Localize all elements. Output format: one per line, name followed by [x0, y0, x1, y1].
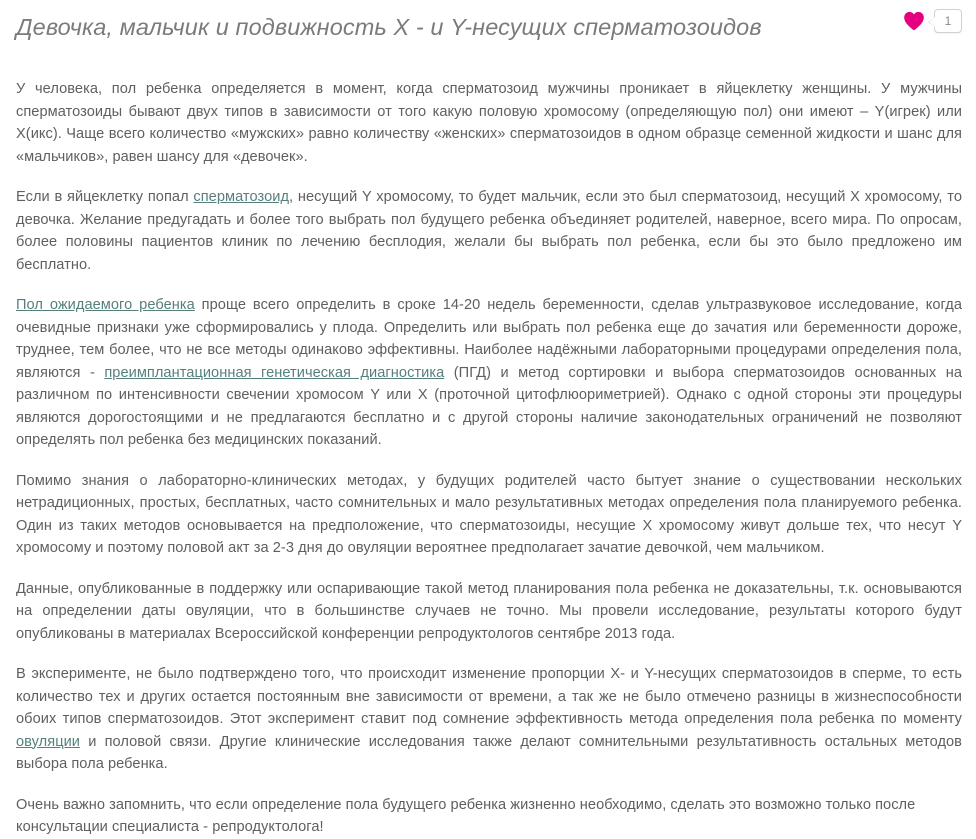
paragraph-3: [16, 294, 962, 452]
article-body: [0, 78, 976, 839]
text-run-p6-0: В эксперименте, не было подтверждено того, что происходит изменение пропорции X- и Y-несущих сперматозоидов в сперме, то есть количество тех и других остается постоянным вне зависимости от времени, а так же не было отмечено разницы в жизнеспособности обоих типов сперматозоидов. Этот эксперимент ставит под сомнение эффективность метода определения пола ребенка по моменту: [16, 666, 962, 727]
inline-link-p2-1[interactable]: сперматозоид: [193, 189, 290, 205]
like-widget[interactable]: [903, 9, 962, 33]
inline-link-p3-2[interactable]: преимплантационная генетическая диагностика: [104, 364, 445, 381]
paragraph-7: [16, 794, 962, 839]
text-run-p5-0: Данные, опубликованные в поддержку или оспаривающие такой метод планирования пола ребенка не доказательны, т.к. основываются на определении даты овуляции, что в большинстве случаев не точно. Мы провели исследование, результаты которого будут опубликованы в материалах Всероссийской конференции репродуктологов сентябре 2013 года.: [16, 580, 962, 642]
paragraph-5: [16, 578, 962, 646]
page-header: [0, 0, 976, 78]
page-title: Девочка, мальчик и подвижность X - и Y-несущих сперматозоидов: [16, 14, 762, 40]
text-run-p3-1: проще всего определить в сроке 14-20 недель беременности, сделав ультразвуковое исследование, когда очевидные признаки уже сформировались у плода. Определить или выбрать пол ребенка еще до зачатия или беременности дороже, труднее, тем более, что не все методы одинаково эффективны. Наиболее надёжными лабораторными процедурами определения пола, являются -: [16, 297, 963, 381]
heart-icon[interactable]: [903, 11, 925, 31]
paragraph-2: [16, 186, 962, 276]
text-run-p2-2: , несущий Y хромосому, то будет мальчик, если это был сперматозоид, несущий X хромосому, то девочка. Желание предугадать и более того выбрать пол будущего ребенка объединяет родителей, наверное, всего мира. По опросам, более половины пациентов клиник по лечению бесплодия, желали бы выбрать пол ребенка, если бы это было предложено им бесплатно.: [16, 189, 962, 273]
like-count-badge[interactable]: 1: [934, 9, 962, 33]
text-run-p7-0: Очень важно запомнить, что если определение пола будущего ребенка жизненно необходимо, сделать это возможно только после консультации специалиста - репродуктолога!: [16, 796, 916, 835]
text-run-p1-0: У человека, пол ребенка определяется в момент, когда сперматозоид мужчины проникает в яйцеклетку женщины. У мужчины сперматозоиды бывают двух типов в зависимости от того какую половую хромосому (определяющую пол) они имеют – Y(игрек) или X(икс). Чаще всего количество «мужских» равно количеству «женских» сперматозоидов в одном образце семенной жидкости и шанс для «мальчиков», равен шансу для «девочек».: [16, 81, 962, 165]
text-run-p4-0: Помимо знания о лабораторно-клинических методах, у будущих родителей часто бытует знание о существовании нескольких нетрадиционных, простых, бесплатных, часто сомнительных и мало результативных методах определения пола планируемого ребенка. Один из таких методов основывается на предположение, что сперматозоиды, несущие X хромосому живут дольше тех, что несут Y хромосому и поэтому половой акт за 2-3 дня до овуляции вероятнее предполагает зачатие девочкой, чем мальчиком.: [16, 472, 962, 556]
paragraph-1: [16, 78, 962, 168]
paragraph-4: [16, 470, 962, 560]
inline-link-p6-1[interactable]: овуляции: [16, 733, 81, 750]
paragraph-6: [16, 663, 962, 776]
text-run-p6-2: и половой связи. Другие клинические исследования также делают сомнительными результативность остальных методов выбора пола ребенка.: [16, 733, 962, 772]
inline-link-p3-0[interactable]: Пол ожидаемого ребенка: [16, 297, 195, 313]
text-run-p2-0: Если в яйцеклетку попал: [16, 189, 194, 205]
text-run-p3-3: (ПГД) и метод сортировки и выбора сперматозоидов основанных на различном по интенсивности свечении хромосом Y или X (проточной цитофлюориметрией). Однако с одной стороны эти процедуры являются дорогостоящими и не предлагаются бесплатно и с другой стороны наличие законодательных ограничений не позволяют определять пол ребенка без медицинских показаний.: [16, 364, 962, 448]
